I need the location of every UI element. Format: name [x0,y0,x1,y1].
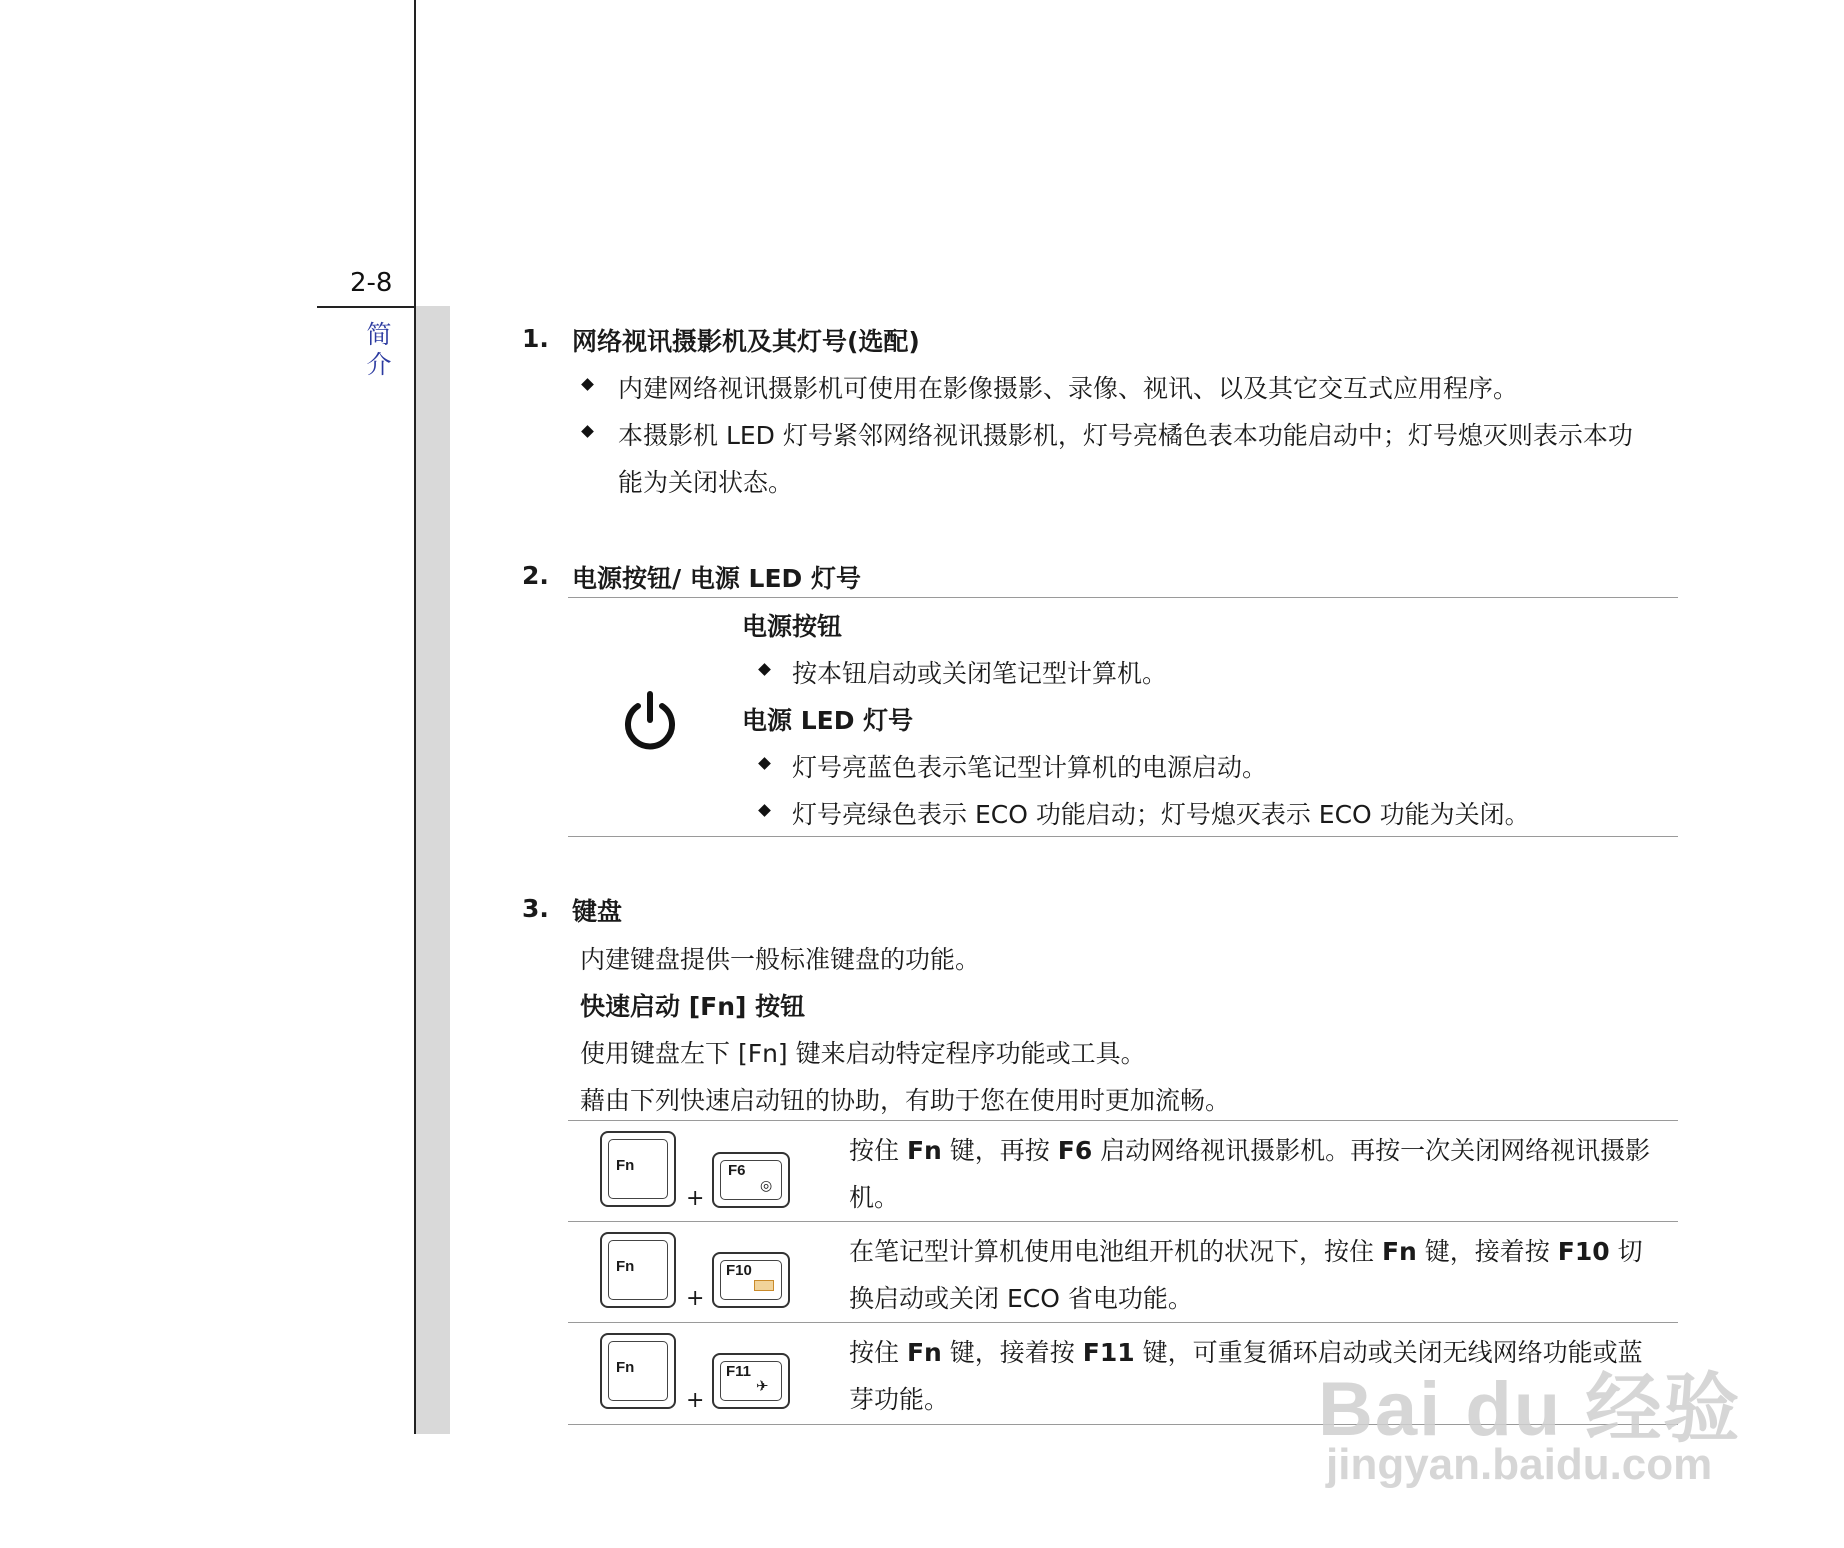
wireless-icon: ✈ [756,1377,769,1395]
margin-horizontal-rule [317,306,414,308]
power-button-bullet: 按本钮启动或关闭笔记型计算机。 [792,659,1168,688]
f6-key: F6 ◎ [712,1152,790,1208]
section-1-bullet-2-cont: 能为关闭状态。 [618,468,794,497]
row-1-text-line-1: 按住 Fn 键，再按 F6 启动网络视讯摄影机。再按一次关闭网络视讯摄影 [849,1136,1651,1165]
f10-key: F10 [712,1252,790,1308]
row-3-text-line-2: 芽功能。 [849,1385,950,1414]
side-chapter-title: 简介 [366,320,392,379]
table-top-rule [568,1120,1678,1121]
section-1-number: 1. [522,324,549,353]
fn-key: Fn [600,1131,676,1207]
power-led-bullet-2: 灯号亮绿色表示 ECO 功能启动；灯号熄灭表示 ECO 功能为关闭。 [792,800,1530,829]
power-led-heading: 电源 LED 灯号 [742,706,914,735]
plus-sign: + [686,1286,705,1311]
section-3-title: 键盘 [572,897,623,926]
section-2-top-rule [568,597,1678,598]
eco-icon [754,1280,774,1291]
section-1-title: 网络视讯摄影机及其灯号(选配) [572,327,920,356]
bullet-icon [758,757,771,770]
page-number: 2-8 [350,268,393,298]
section-1-bullet-1: 内建网络视讯摄影机可使用在影像摄影、录像、视讯、以及其它交互式应用程序。 [618,374,1519,403]
section-2-number: 2. [522,561,549,590]
section-1-bullet-2: 本摄影机 LED 灯号紧邻网络视讯摄影机，灯号亮橘色表本功能启动中；灯号熄灭则表示本功 [618,421,1633,450]
plus-sign: + [686,1186,705,1211]
row-rule [568,1221,1678,1222]
row-1-text-line-2: 机。 [849,1183,900,1212]
plus-sign: + [686,1388,705,1413]
watermark-url: jingyan.baidu.com [1326,1440,1713,1489]
fn-subheading: 快速启动 [Fn] 按钮 [580,992,806,1021]
section-2-title: 电源按钮/ 电源 LED 灯号 [572,564,862,593]
fn-line-2: 藉由下列快速启动钮的协助，有助于您在使用时更加流畅。 [580,1086,1231,1115]
bullet-icon [581,378,594,391]
fn-line-1: 使用键盘左下 [Fn] 键来启动特定程序功能或工具。 [580,1039,1146,1068]
bullet-icon [758,663,771,676]
row-3-text-line-1: 按住 Fn 键，接着按 F11 键，可重复循环启动或关闭无线网络功能或蓝 [849,1338,1643,1367]
power-button-heading: 电源按钮 [742,612,843,641]
bullet-icon [581,425,594,438]
row-2-text-line-1: 在笔记型计算机使用电池组开机的状况下，按住 Fn 键，接着按 F10 切 [849,1237,1643,1266]
power-icon [620,690,680,750]
webcam-icon: ◎ [760,1178,773,1194]
margin-gray-bar [416,306,450,1434]
section-3-number: 3. [522,894,549,923]
row-2-text-line-2: 换启动或关闭 ECO 省电功能。 [849,1284,1193,1313]
f11-key: F11 ✈ [712,1353,790,1409]
row-rule [568,1322,1678,1323]
section-2-bottom-rule [568,836,1678,837]
watermark-logo: Bai du 经验 [1318,1367,1742,1452]
fn-key: Fn [600,1232,676,1308]
fn-key: Fn [600,1333,676,1409]
bullet-icon [758,804,771,817]
keyboard-intro: 内建键盘提供一般标准键盘的功能。 [580,945,981,974]
power-led-bullet-1: 灯号亮蓝色表示笔记型计算机的电源启动。 [792,753,1268,782]
